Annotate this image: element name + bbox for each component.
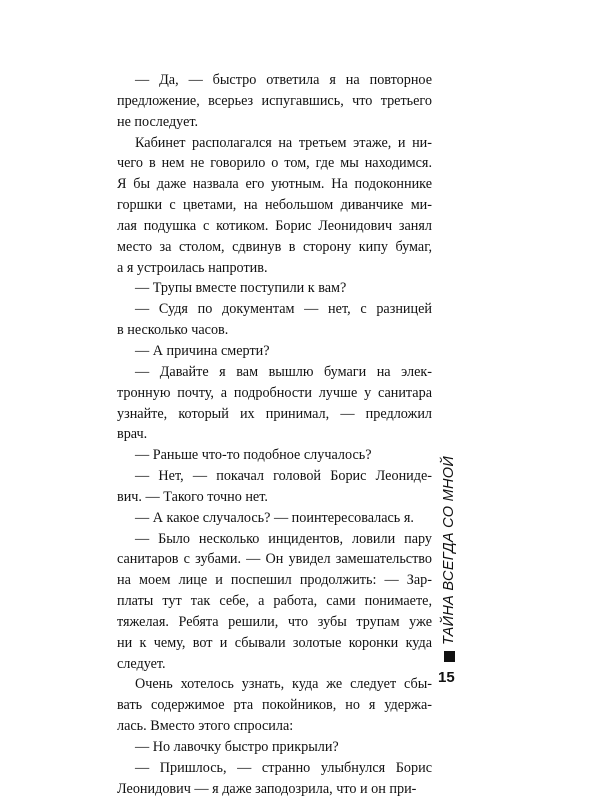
text-line: санитаров с зубами. — Он увидел замешательство xyxy=(117,551,432,568)
text-line: платы тут так себе, а работа, сами понимаете, xyxy=(117,593,432,610)
text-line: Очень хотелось узнать, куда же следует сбы- xyxy=(135,676,432,693)
paragraph xyxy=(117,278,432,299)
text-line: — Было несколько инцидентов, ловили пару xyxy=(135,530,432,547)
paragraph xyxy=(117,133,432,279)
text-line: предложение, всерьез испугавшись, что третьего xyxy=(117,92,432,109)
text-line: — Но лавочку быстро прикрыли? xyxy=(135,739,339,755)
text-line: узнайте, который их принимал, — предложил xyxy=(117,405,432,422)
text-line: а я устроилась напротив. xyxy=(117,259,268,276)
text-line: не последует. xyxy=(117,113,199,130)
text-line: место за столом, сдвинув в сторону кипу бумаг, xyxy=(117,238,432,255)
text-line: вать содержимое рта покойников, но я удержа- xyxy=(117,697,432,714)
text-line: — Пришлось, — странно улыбнулся Борис xyxy=(135,759,432,776)
paragraph xyxy=(117,70,432,133)
text-line: Я бы даже назвала его уютным. На подоконнике xyxy=(117,176,432,193)
paragraph xyxy=(117,341,432,362)
text-line: вич. — Такого точно нет. xyxy=(117,488,268,505)
text-line: ни к чему, вот и сбывали золотые коронки куда xyxy=(117,634,432,651)
text-line: — Раньше что-то подобное случалось? xyxy=(135,447,372,464)
paragraph xyxy=(117,529,432,675)
black-square-icon xyxy=(444,651,455,662)
page-number: 15 xyxy=(438,669,455,686)
text-line: на моем лице и поспешил продолжить: — Зар- xyxy=(117,572,432,589)
paragraph xyxy=(117,508,432,529)
paragraph xyxy=(117,737,432,758)
text-line: Кабинет располагался на третьем этаже, и ни- xyxy=(135,134,432,151)
paragraph xyxy=(117,466,432,508)
text-line: лая подушка с котиком. Борис Леонидович занял xyxy=(117,217,432,234)
text-line: — Судя по документам — нет, с разницей xyxy=(135,301,432,318)
text-line: — А причина смерти? xyxy=(135,342,270,359)
text-line: лась. Вместо этого спросила: xyxy=(117,718,294,735)
paragraph xyxy=(117,299,432,341)
text-line: в несколько часов. xyxy=(117,322,229,339)
text-line: тяжелая. Ребята решили, что зубы трупам уже xyxy=(117,613,432,630)
text-line: — Да, — быстро ответила я на повторное xyxy=(135,72,432,88)
paragraph xyxy=(117,758,432,800)
text-line: — Нет, — покачал головой Борис Леониде- xyxy=(135,468,432,485)
body-text xyxy=(117,70,432,800)
text-line: следует. xyxy=(117,655,166,672)
text-line: чего в нем не говорило о том, где мы находимся. xyxy=(117,155,432,172)
paragraph xyxy=(117,362,432,445)
text-line: горшки с цветами, на небольшом диванчике ми- xyxy=(117,197,432,214)
paragraph xyxy=(117,674,432,737)
text-line: — А какое случалось? — поинтересовалась я. xyxy=(135,509,414,526)
text-line: — Трупы вместе поступили к вам? xyxy=(135,280,347,297)
text-line: врач. xyxy=(117,426,148,443)
text-line: — Давайте я вам вышлю бумаги на элек- xyxy=(135,363,432,380)
paragraph xyxy=(117,445,432,466)
running-title-text: ТАЙНА ВСЕГДА СО МНОЙ xyxy=(441,455,457,645)
text-line: тронную почту, а подробности лучше у санитара xyxy=(117,384,432,401)
text-line: Леонидович — я даже заподозрила, что и он при- xyxy=(117,780,417,797)
running-title xyxy=(441,456,457,662)
